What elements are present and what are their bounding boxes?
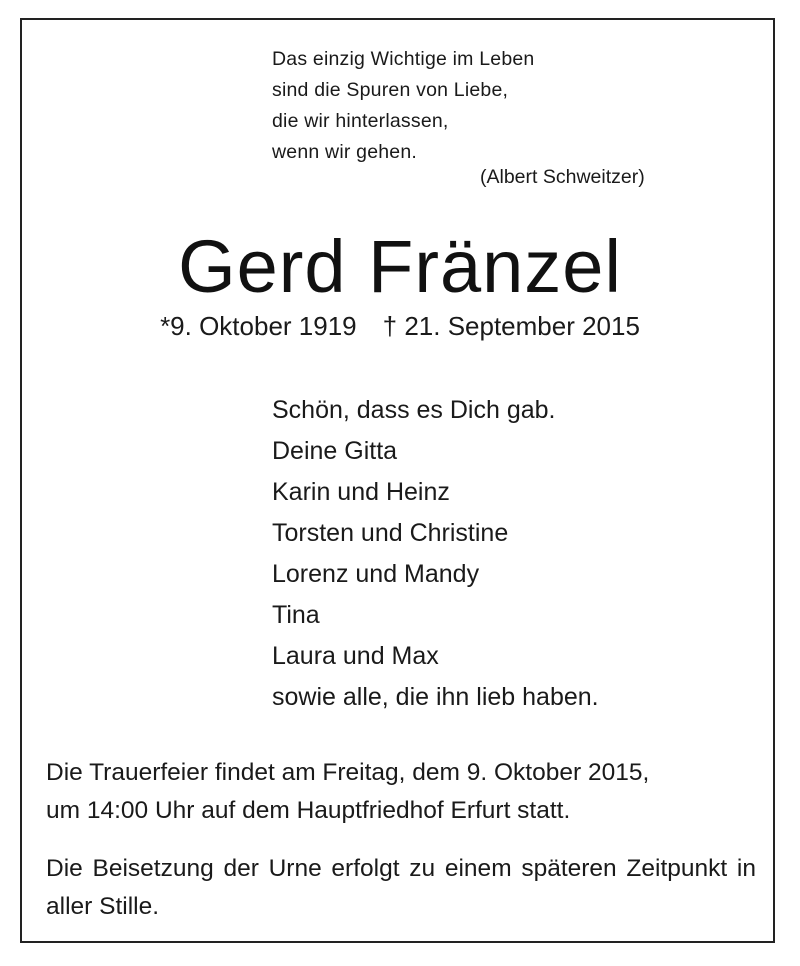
burial-notice: Die Beisetzung der Urne erfolgt zu einem späteren Zeitpunkt in aller Stille.	[46, 855, 756, 920]
funeral-line: um 14:00 Uhr auf dem Hauptfriedhof Erfurt statt.	[46, 797, 571, 824]
mourner-line: Schön, dass es Dich gab.	[272, 396, 556, 424]
quote-block	[272, 44, 534, 168]
deceased-name: Gerd Fränzel	[178, 225, 622, 308]
mourner-line: Lorenz und Mandy	[272, 560, 480, 588]
quote-line: Das einzig Wichtige im Leben	[272, 48, 535, 70]
mourner-line: Torsten und Christine	[272, 519, 509, 547]
quote-author: (Albert Schweitzer)	[480, 166, 645, 188]
life-dates	[0, 309, 800, 343]
mourner-line: Karin und Heinz	[272, 478, 450, 506]
birth-date: *9. Oktober 1919	[160, 311, 357, 341]
death-date: † 21. September 2015	[382, 311, 640, 341]
mourner-line: Laura und Max	[272, 642, 439, 670]
mourner-line: sowie alle, die ihn lieb haben.	[272, 683, 599, 711]
mourner-line: Deine Gitta	[272, 437, 398, 465]
funeral-line: Die Trauerfeier findet am Freitag, dem 9. Oktober 2015,	[46, 759, 650, 786]
funeral-notice	[46, 754, 756, 830]
mourner-line: Tina	[272, 601, 320, 629]
mourners-list	[272, 390, 599, 718]
quote-line: sind die Spuren von Liebe,	[272, 79, 509, 101]
quote-line: wenn wir gehen.	[272, 141, 418, 163]
quote-line: die wir hinterlassen,	[272, 110, 449, 132]
